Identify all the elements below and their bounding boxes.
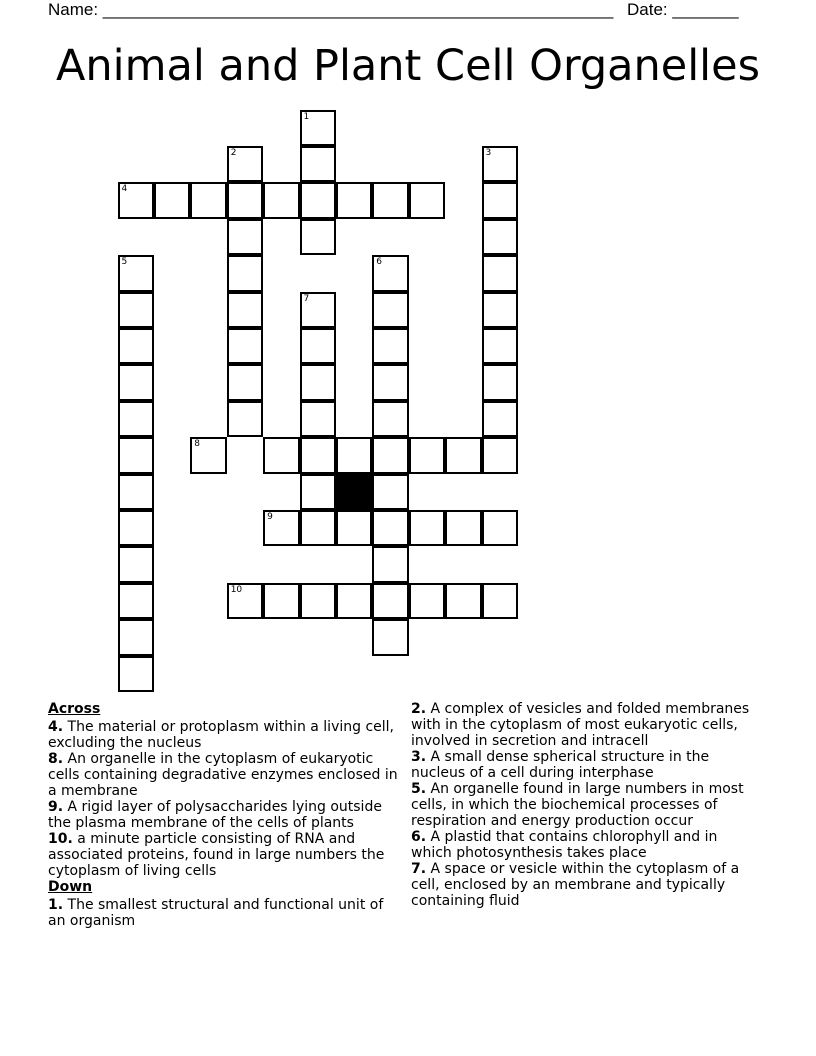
grid-cell[interactable] — [190, 437, 227, 474]
clue-text: The material or protoplasm within a living cell, excluding the nucleus — [48, 719, 394, 751]
clue-item — [48, 719, 400, 751]
grid-cell[interactable] — [227, 146, 264, 183]
grid-cell[interactable] — [263, 437, 300, 474]
clue-number: 6 — [376, 257, 383, 268]
grid-cell[interactable] — [482, 146, 519, 183]
grid-cell[interactable] — [372, 255, 409, 292]
clue-item — [48, 799, 400, 831]
clue-number-label: 5. — [411, 781, 427, 797]
clue-number: 8 — [194, 439, 201, 450]
grid-cell[interactable] — [372, 364, 409, 401]
clue-item — [48, 897, 400, 929]
clue-text: a minute particle consisting of RNA and associated proteins, found in large numbers the cytoplasm of living cells — [48, 831, 385, 879]
down-clue-list — [48, 897, 400, 929]
grid-cell[interactable] — [118, 437, 155, 474]
clue-text: A small dense spherical structure in the nucleus of a cell during interphase — [411, 749, 710, 781]
grid-cell[interactable] — [300, 146, 337, 183]
grid-cell[interactable] — [336, 437, 373, 474]
grid-cell[interactable] — [227, 328, 264, 365]
grid-cell[interactable] — [409, 182, 446, 219]
grid-cell[interactable] — [263, 182, 300, 219]
clue-item — [411, 749, 761, 781]
grid-cell[interactable] — [118, 182, 155, 219]
clue-item — [48, 751, 400, 799]
grid-cell[interactable] — [300, 364, 337, 401]
grid-cell[interactable] — [482, 401, 519, 438]
clue-number: 4 — [121, 184, 128, 195]
clue-item — [411, 829, 761, 861]
grid-cell[interactable] — [482, 437, 519, 474]
clue-item — [411, 781, 761, 829]
grid-cell[interactable] — [445, 510, 482, 547]
grid-cell[interactable] — [227, 583, 264, 620]
grid-cell[interactable] — [154, 182, 191, 219]
grid-cell[interactable] — [482, 255, 519, 292]
grid-cell[interactable] — [227, 182, 264, 219]
grid-cell[interactable] — [482, 364, 519, 401]
clue-item — [411, 701, 761, 749]
clue-number: 10 — [230, 584, 243, 595]
grid-cell[interactable] — [482, 219, 519, 256]
grid-cell[interactable] — [118, 328, 155, 365]
clue-text: An organelle found in large numbers in most cells, in which the biochemical processes of respiration and energy production occur — [411, 781, 744, 829]
clue-text: An organelle in the cytoplasm of eukaryotic cells containing degradative enzymes enclosed in a membrane — [48, 751, 398, 799]
clue-number-label: 4. — [48, 719, 64, 735]
clue-item — [48, 831, 400, 879]
grid-cell[interactable] — [372, 437, 409, 474]
grid-cell[interactable] — [372, 583, 409, 620]
grid-cell[interactable] — [372, 510, 409, 547]
grid-cell[interactable] — [227, 255, 264, 292]
grid-cell[interactable] — [118, 292, 155, 329]
grid-cell[interactable] — [118, 510, 155, 547]
name-field-label: Name: ______________________________________________________ — [48, 0, 614, 19]
grid-cell[interactable] — [336, 510, 373, 547]
grid-cell[interactable] — [118, 583, 155, 620]
grid-cell[interactable] — [372, 401, 409, 438]
date-field-label: Date: _______ — [627, 0, 739, 19]
grid-cell[interactable] — [482, 292, 519, 329]
grid-cell[interactable] — [300, 182, 337, 219]
clue-text: A space or vesicle within the cytoplasm of a cell, enclosed by an membrane and typically containing fluid — [411, 861, 740, 909]
grid-cell[interactable] — [263, 583, 300, 620]
across-heading: Across — [48, 701, 101, 717]
grid-cell[interactable] — [300, 219, 337, 256]
grid-block — [336, 474, 373, 511]
across-clue-list — [48, 719, 400, 879]
clue-number-label: 3. — [411, 749, 427, 765]
grid-cell[interactable] — [227, 401, 264, 438]
grid-cell[interactable] — [482, 510, 519, 547]
clue-number: 9 — [267, 511, 273, 522]
down-clue-list-continued — [411, 701, 761, 909]
clue-text: A complex of vesicles and folded membranes with in the cytoplasm of most eukaryotic cells, involved in secretion and intracell — [411, 701, 750, 749]
grid-cell[interactable] — [336, 583, 373, 620]
grid-cell[interactable] — [227, 364, 264, 401]
grid-cell[interactable] — [482, 182, 519, 219]
grid-cell[interactable] — [118, 401, 155, 438]
grid-cell[interactable] — [118, 255, 155, 292]
down-heading: Down — [48, 879, 93, 895]
grid-cell[interactable] — [336, 182, 373, 219]
clue-number: 5 — [121, 257, 128, 268]
grid-cell[interactable] — [372, 182, 409, 219]
clue-number-label: 10. — [48, 831, 73, 847]
grid-cell[interactable] — [118, 656, 155, 693]
grid-cell[interactable] — [409, 510, 446, 547]
page-title: Animal and Plant Cell Organelles — [56, 41, 760, 91]
grid-cell[interactable] — [118, 364, 155, 401]
clue-number-label: 2. — [411, 701, 427, 717]
grid-cell[interactable] — [118, 546, 155, 583]
clues-left-column — [48, 701, 400, 929]
grid-cell[interactable] — [118, 619, 155, 656]
grid-cell[interactable] — [300, 292, 337, 329]
grid-cell[interactable] — [300, 401, 337, 438]
clue-number-label: 9. — [48, 799, 64, 815]
clue-number-label: 6. — [411, 829, 427, 845]
grid-cell[interactable] — [300, 583, 337, 620]
grid-cell[interactable] — [372, 546, 409, 583]
clue-text: A rigid layer of polysaccharides lying outside the plasma membrane of the cells of plants — [48, 799, 382, 831]
grid-cell[interactable] — [482, 583, 519, 620]
grid-cell[interactable] — [190, 182, 227, 219]
grid-cell[interactable] — [409, 583, 446, 620]
clue-item — [411, 861, 761, 909]
grid-cell[interactable] — [445, 583, 482, 620]
grid-cell[interactable] — [445, 437, 482, 474]
clues-right-column — [411, 701, 761, 909]
grid-cell[interactable] — [372, 619, 409, 656]
grid-cell[interactable] — [300, 437, 337, 474]
grid-cell[interactable] — [263, 510, 300, 547]
clue-number: 7 — [303, 293, 310, 304]
grid-cell[interactable] — [227, 292, 264, 329]
grid-cell[interactable] — [372, 474, 409, 511]
grid-cell[interactable] — [300, 474, 337, 511]
grid-cell[interactable] — [118, 474, 155, 511]
clue-number: 1 — [303, 111, 310, 122]
grid-cell[interactable] — [372, 328, 409, 365]
grid-cell[interactable] — [300, 328, 337, 365]
clue-number-label: 1. — [48, 897, 64, 913]
grid-cell[interactable] — [482, 328, 519, 365]
grid-cell[interactable] — [227, 219, 264, 256]
clue-number: 3 — [485, 147, 492, 158]
clue-number-label: 7. — [411, 861, 427, 877]
clue-text: The smallest structural and functional unit of an organism — [48, 897, 384, 929]
grid-cell[interactable] — [409, 437, 446, 474]
grid-cell[interactable] — [300, 510, 337, 547]
clue-text: A plastid that contains chlorophyll and in which photosynthesis takes place — [411, 829, 718, 861]
grid-cell[interactable] — [372, 292, 409, 329]
grid-cell[interactable] — [300, 110, 337, 147]
clue-number-label: 8. — [48, 751, 64, 767]
clue-number: 2 — [230, 147, 237, 158]
